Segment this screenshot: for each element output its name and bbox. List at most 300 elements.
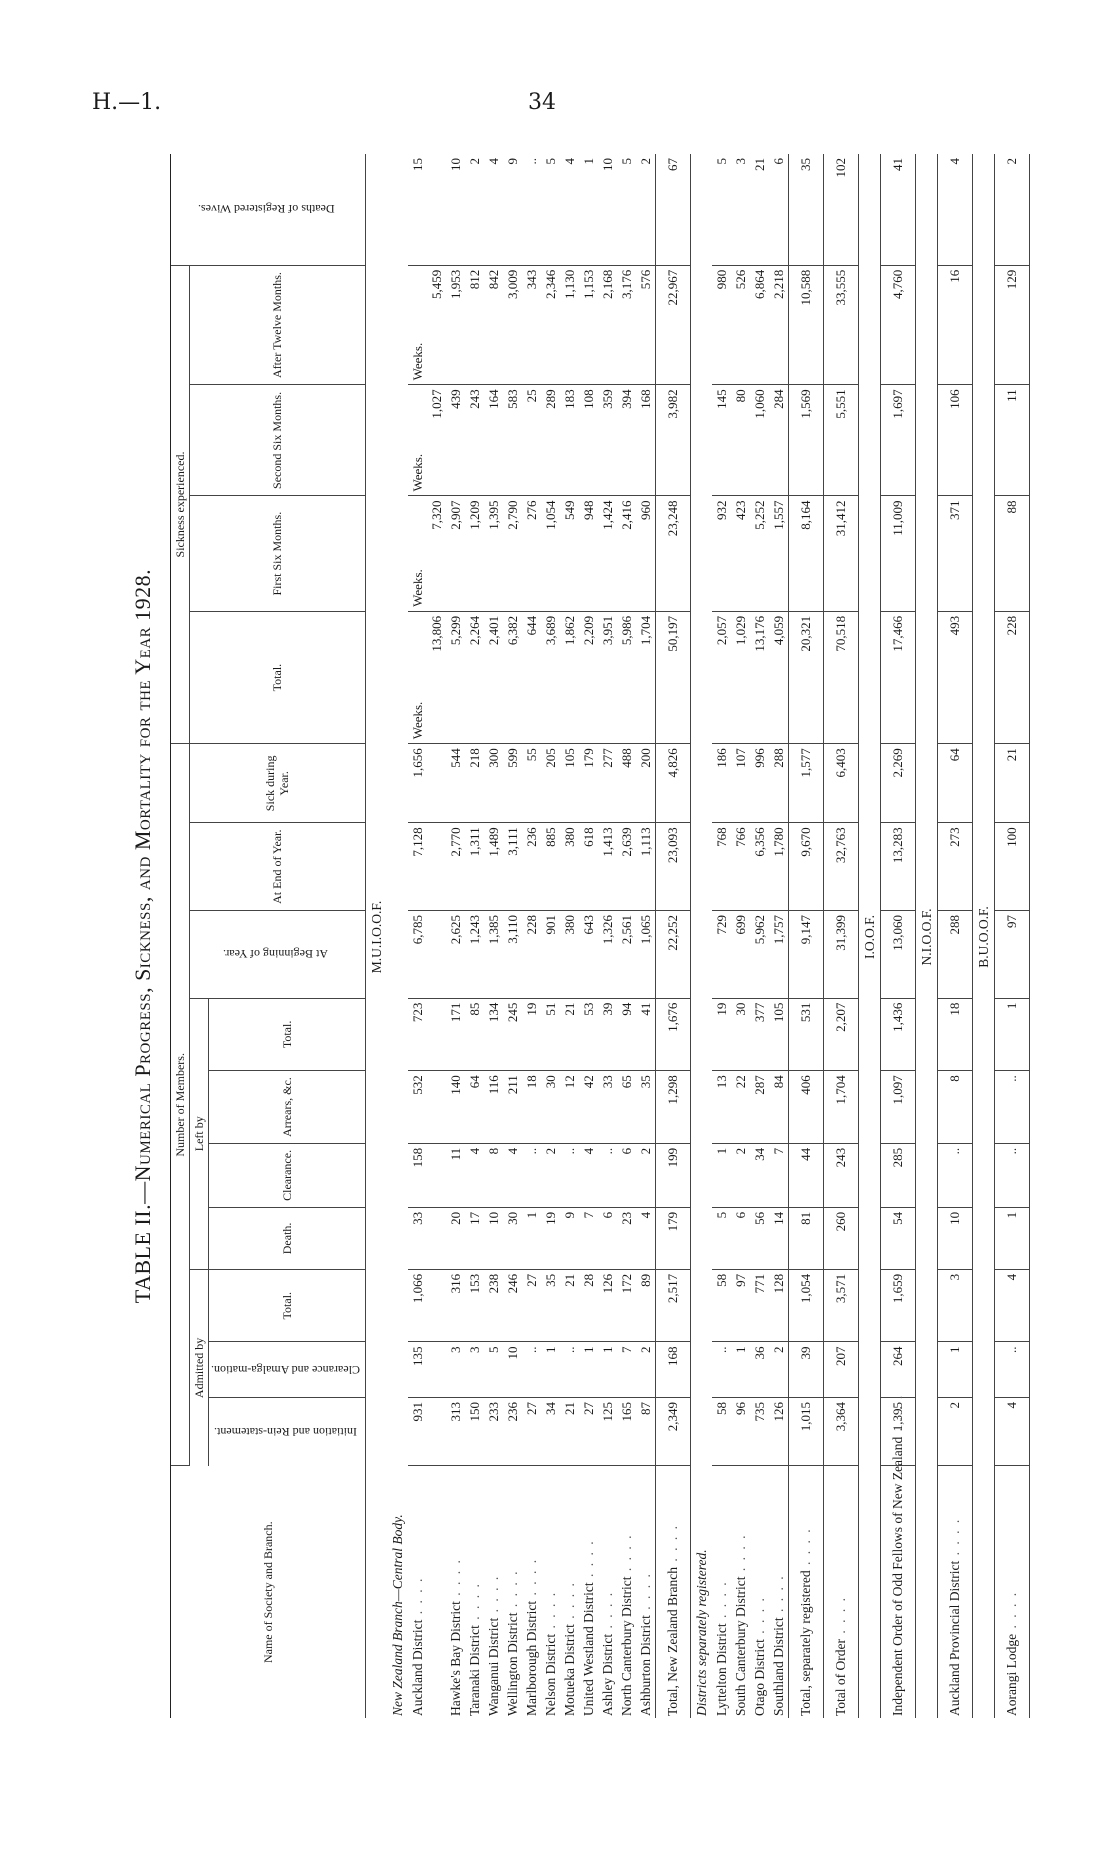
col-initiation-label: Initiation and Rein-statement. [213,1424,357,1439]
cell-value: 1,209 [465,496,484,611]
page-number: 34 [528,90,556,115]
statistics-table [170,154,1030,1718]
cell-value: 4 [937,154,972,265]
cell-value: 6,382 [503,611,522,743]
cell-value: 9,670 [788,823,823,911]
org-heading-2: B.U.O.O.F. [975,906,991,968]
table-row [541,154,560,1718]
cell-value: 2 [465,154,484,265]
row-label: Ashley District . . [598,1466,617,1718]
cell-value: 211 [503,1071,522,1144]
cell-value: 729 [712,911,731,999]
cell-value: 19 [541,1207,560,1269]
cell-value: 9 [560,1207,579,1269]
cell-value: 11 [994,385,1029,496]
col-second-six: Second Six Months. [190,385,366,496]
cell-value: 313 [446,1398,465,1466]
cell-value: 1,097 [880,1071,915,1144]
table-row [731,154,750,1718]
cell-value: 4,760 [880,265,915,385]
total-row-order [823,154,858,1718]
table-row [750,154,769,1718]
cell-value: 34 [541,1398,560,1466]
cell-value: 126 [769,1398,789,1466]
cell-value: 80 [731,385,750,496]
cell-value: 96 [731,1398,750,1466]
cell-value: 54 [880,1207,915,1269]
cell-value: 423 [731,496,750,611]
table-row [617,154,636,1718]
cell-value: 145 [712,385,731,496]
cell-value [408,385,446,496]
table-row [579,154,598,1718]
cell-value: 36 [750,1342,769,1398]
cell-value: 948 [579,496,598,611]
cell-value: 51 [541,998,560,1071]
cell-value: 6 [598,1207,617,1269]
cell-value: 140 [446,1071,465,1144]
cell-value: 1,424 [598,496,617,611]
cell-value: 23,248 [655,496,690,611]
cell-value: 10 [598,154,617,265]
cell-value: 1,029 [731,611,750,743]
cell-value: .. [994,1342,1029,1398]
cell-value: 34 [750,1143,769,1207]
cell-value: 1,780 [769,823,789,911]
row-label: Total, New Zealand Branch . . [655,1466,690,1718]
cell-value: 22 [731,1071,750,1144]
cell-value: 6 [769,154,789,265]
cell-value: 7,128 [408,823,446,911]
cell-value: 2 [541,1143,560,1207]
cell-value: 35 [636,1071,656,1144]
cell-value: 11,009 [880,496,915,611]
cell-value: 2,517 [655,1269,690,1342]
cell-value: 343 [522,265,541,385]
table-row [712,154,731,1718]
cell-value: 183 [560,385,579,496]
cell-value: 128 [769,1269,789,1342]
cell-value: 735 [750,1398,769,1466]
cell-value: 1,066 [408,1269,446,1342]
col-left-total: Total. [209,998,366,1071]
table-title [130,154,156,1718]
cell-value: 3,571 [823,1269,858,1342]
cell-value: 4,059 [769,611,789,743]
cell-value: 4 [560,154,579,265]
cell-value: 406 [788,1071,823,1144]
cell-number: 13,806 [428,615,444,652]
cell-value: 980 [712,265,731,385]
cell-value: 699 [731,911,750,999]
cell-value: 64 [465,1071,484,1144]
cell-value: 2 [937,1398,972,1466]
cell-value: 199 [655,1143,690,1207]
cell-value: 2,907 [446,496,465,611]
cell-value: 16 [937,265,972,385]
row-label: Nelson District . . [541,1466,560,1718]
cell-value: .. [994,1071,1029,1144]
subhead-separately-registered: Districts separately registered. [693,1549,709,1716]
cell-value: 6 [617,1143,636,1207]
col-at-end: At End of Year. [190,823,366,911]
table-body [365,154,1029,1718]
cell-value: 2,209 [579,611,598,743]
cell-value: 3,364 [823,1398,858,1466]
col-group-left: Left by [190,998,209,1269]
cell-value: 15 [408,154,446,265]
cell-value: 33 [408,1207,446,1269]
col-group-members: Number of Members. [171,744,190,1466]
col-admitted-total: Total. [209,1269,366,1342]
cell-value: 228 [522,911,541,999]
cell-value: 20,321 [788,611,823,743]
cell-value: 21 [560,998,579,1071]
table-row [408,154,446,1718]
cell-value: 2,269 [880,744,915,823]
cell-value: 179 [579,744,598,823]
cell-value: 105 [560,744,579,823]
cell-value: 2,401 [484,611,503,743]
cell-value: 1,385 [484,911,503,999]
cell-value: .. [522,1143,541,1207]
cell-value: 6 [731,1207,750,1269]
cell-value: 885 [541,823,560,911]
cell-number: 5,459 [428,269,444,299]
cell-value: 316 [446,1269,465,1342]
cell-value: 55 [522,744,541,823]
row-label: Southland District . . [769,1466,789,1718]
cell-value: 1 [712,1143,731,1207]
cell-value: 931 [408,1398,446,1466]
cell-value: 7 [769,1143,789,1207]
cell-value: 84 [769,1071,789,1144]
cell-value: 288 [769,744,789,823]
cell-value: 1,243 [465,911,484,999]
cell-value: 18 [522,1071,541,1144]
cell-value: 1 [541,1342,560,1398]
table-row [522,154,541,1718]
cell-value: 4 [994,1269,1029,1342]
row-label: Lyttelton District . . [712,1466,731,1718]
cell-value: 643 [579,911,598,999]
col-at-beginning-label: At Beginning of Year. [223,947,329,962]
cell-value: 88 [994,496,1029,611]
cell-value: 53 [579,998,598,1071]
cell-value: 5 [712,154,731,265]
cell-value: 1,326 [598,911,617,999]
cell-value: 8,164 [788,496,823,611]
cell-value: 1,704 [636,611,656,743]
col-name: Name of Society and Branch. [171,1466,366,1718]
cell-value: 766 [731,823,750,911]
cell-value: .. [937,1143,972,1207]
org-heading-muioof: M.U.I.O.O.F. [368,900,384,974]
cell-value: 2,264 [465,611,484,743]
cell-value: 5 [484,1342,503,1398]
cell-value: 4 [636,1207,656,1269]
cell-value: 11 [446,1143,465,1207]
cell-value: 2 [994,154,1029,265]
cell-value: 1 [994,998,1029,1071]
cell-value: 186 [712,744,731,823]
row-label: Otago District . . [750,1466,769,1718]
cell-value: 1,311 [465,823,484,911]
table-row [769,154,789,1718]
cell-value: 22,967 [655,265,690,385]
cell-value: 41 [880,154,915,265]
org-heading-1: N.I.O.O.F. [918,908,934,966]
cell-value: 5,299 [446,611,465,743]
cell-value: 1,113 [636,823,656,911]
weeks-unit-label: Weeks. [409,453,425,492]
cell-value: 599 [503,744,522,823]
cell-value: 67 [655,154,690,265]
cell-value: 812 [465,265,484,385]
cell-value: 8 [937,1071,972,1144]
cell-value: .. [598,1143,617,1207]
cell-value: 102 [823,154,858,265]
cell-value: 25 [522,385,541,496]
cell-value: 1 [598,1342,617,1398]
cell-value: 33 [598,1071,617,1144]
col-sick-total: Total. [190,611,366,743]
cell-value: 116 [484,1071,503,1144]
cell-value: 583 [503,385,522,496]
cell-value [408,496,446,611]
cell-value: 85 [465,998,484,1071]
cell-value: 18 [937,998,972,1071]
cell-value: 4 [484,154,503,265]
cell-value: 3 [465,1342,484,1398]
cell-value: 10 [937,1207,972,1269]
row-label: Auckland District . . [408,1466,446,1718]
cell-value: 200 [636,744,656,823]
cell-value: 1,489 [484,823,503,911]
cell-value: 10 [503,1342,522,1398]
cell-value: 1,436 [880,998,915,1071]
cell-value: 13,283 [880,823,915,911]
cell-value: 380 [560,911,579,999]
col-group-sickness: Sickness experienced. [171,265,190,744]
cell-value: 4,826 [655,744,690,823]
weeks-unit-label: Weeks. [409,569,425,607]
cell-value: 532 [408,1071,446,1144]
cell-value: 1,395 [484,496,503,611]
cell-value: 1,757 [769,911,789,999]
cell-value: 526 [731,265,750,385]
cell-value: 150 [465,1398,484,1466]
table-row [636,154,656,1718]
cell-value: 2 [636,1143,656,1207]
cell-value: 35 [541,1269,560,1342]
cell-value: 33,555 [823,265,858,385]
cell-value: 12 [560,1071,579,1144]
cell-value: 19 [712,998,731,1071]
cell-value: 901 [541,911,560,999]
cell-value: 1,054 [541,496,560,611]
org-heading-muioof-row [365,154,387,1718]
cell-value: 41 [636,998,656,1071]
cell-value: 134 [484,998,503,1071]
cell-value: 5,962 [750,911,769,999]
cell-value: 218 [465,744,484,823]
cell-value: 6,403 [823,744,858,823]
row-label: Independent Order of Odd Fellows of New Zealand . . [880,1466,915,1718]
cell-value: 1,577 [788,744,823,823]
col-wives-deaths [171,154,366,265]
cell-value: 1,395 [880,1398,915,1466]
col-wives-deaths-label: Deaths of Registered Wives. [198,202,335,217]
cell-value: 1,413 [598,823,617,911]
cell-value: 13,176 [750,611,769,743]
cell-value: 20 [446,1207,465,1269]
cell-value: 1,065 [636,911,656,999]
cell-value: 1,697 [880,385,915,496]
cell-value: 1,704 [823,1071,858,1144]
cell-value: 21 [560,1398,579,1466]
cell-value: 2,625 [446,911,465,999]
cell-value: 58 [712,1398,731,1466]
cell-value: 107 [731,744,750,823]
cell-value: 42 [579,1071,598,1144]
subhead-central-body: New Zealand Branch—Central Body. [389,1514,405,1716]
cell-value: .. [712,1342,731,1398]
cell-value: 14 [769,1207,789,1269]
cell-value: 3,009 [503,265,522,385]
cell-value [408,611,446,743]
row-label: Taranaki District . . [465,1466,484,1718]
cell-value: 771 [750,1269,769,1342]
cell-value: 2,057 [712,611,731,743]
cell-value: 2,346 [541,265,560,385]
col-death: Death. [209,1207,366,1269]
weeks-unit-label: Weeks. [409,342,425,381]
cell-value: .. [994,1143,1029,1207]
cell-value: 3,111 [503,823,522,911]
cell-value: 126 [598,1269,617,1342]
cell-value: 2,168 [598,265,617,385]
cell-value: 207 [823,1342,858,1398]
cell-value: 9,147 [788,911,823,999]
table-row [598,154,617,1718]
cell-value: 273 [937,823,972,911]
cell-value: 87 [636,1398,656,1466]
row-label: Motueka District . . [560,1466,579,1718]
col-clearance: Clearance. [209,1143,366,1207]
cell-value: 277 [598,744,617,823]
cell-value [408,265,446,385]
cell-value: 531 [788,998,823,1071]
org-heading-2-row [972,154,994,1718]
cell-value: 246 [503,1269,522,1342]
cell-value: 13 [712,1071,731,1144]
cell-value: 135 [408,1342,446,1398]
cell-value: 2,639 [617,823,636,911]
cell-value: 576 [636,265,656,385]
cell-value: 105 [769,998,789,1071]
cell-value: 94 [617,998,636,1071]
cell-value: 28 [579,1269,598,1342]
cell-value: 39 [788,1342,823,1398]
cell-value: 5,986 [617,611,636,743]
cell-value: 10,588 [788,265,823,385]
rotated-table-canvas [130,154,1019,1718]
cell-value: 22,252 [655,911,690,999]
cell-value: 6,785 [408,911,446,999]
row-label: Wellington District . . [503,1466,522,1718]
cell-value: 228 [994,611,1029,743]
cell-value: 1 [579,1342,598,1398]
row-label: Wanganui District . . [484,1466,503,1718]
cell-value: 2,218 [769,265,789,385]
cell-value: 493 [937,611,972,743]
cell-value: 1,569 [788,385,823,496]
cell-value: 276 [522,496,541,611]
cell-value: 106 [937,385,972,496]
cell-value: 2,349 [655,1398,690,1466]
cell-value: 5 [712,1207,731,1269]
cell-value: 3,689 [541,611,560,743]
cell-value: 264 [880,1342,915,1398]
org-heading-0: I.O.O.F. [861,915,877,959]
cell-value: 380 [560,823,579,911]
weeks-unit-label: Weeks. [409,701,425,740]
cell-value: 164 [484,385,503,496]
cell-value: 2,416 [617,496,636,611]
col-first-six: First Six Months. [190,496,366,611]
col-clearance-amalg [209,1342,366,1398]
cell-value: 3 [731,154,750,265]
cell-value: 8 [484,1143,503,1207]
cell-value: 13,060 [880,911,915,999]
cell-value: 21 [750,154,769,265]
cell-value: 70,518 [823,611,858,743]
cell-value: 1 [937,1342,972,1398]
cell-value: 4 [579,1143,598,1207]
cell-value: 9 [503,154,522,265]
cell-value: 50,197 [655,611,690,743]
cell-value: 100 [994,823,1029,911]
cell-value: 488 [617,744,636,823]
cell-value: 238 [484,1269,503,1342]
cell-value: 1,015 [788,1398,823,1466]
cell-value: 544 [446,744,465,823]
total-row-nz-branch [655,154,690,1718]
cell-value: 377 [750,998,769,1071]
header-row-1 [171,154,190,1718]
cell-value: 81 [788,1207,823,1269]
cell-value: 10 [446,154,465,265]
cell-value: 233 [484,1398,503,1466]
cell-value: 58 [712,1269,731,1342]
cell-value: 1,676 [655,998,690,1071]
cell-value: 65 [617,1071,636,1144]
row-label: Marlborough District . . [522,1466,541,1718]
cell-value: 243 [465,385,484,496]
cell-value: 21 [560,1269,579,1342]
cell-value: 153 [465,1269,484,1342]
col-arrears: Arrears, &c. [209,1071,366,1144]
cell-value: 1 [579,154,598,265]
cell-value: 108 [579,385,598,496]
cell-value: 129 [994,265,1029,385]
table-row [994,154,1029,1718]
cell-value: 1 [522,1207,541,1269]
cell-value: 4 [994,1398,1029,1466]
cell-value: 6,356 [750,823,769,911]
total-row-separately-registered [788,154,823,1718]
